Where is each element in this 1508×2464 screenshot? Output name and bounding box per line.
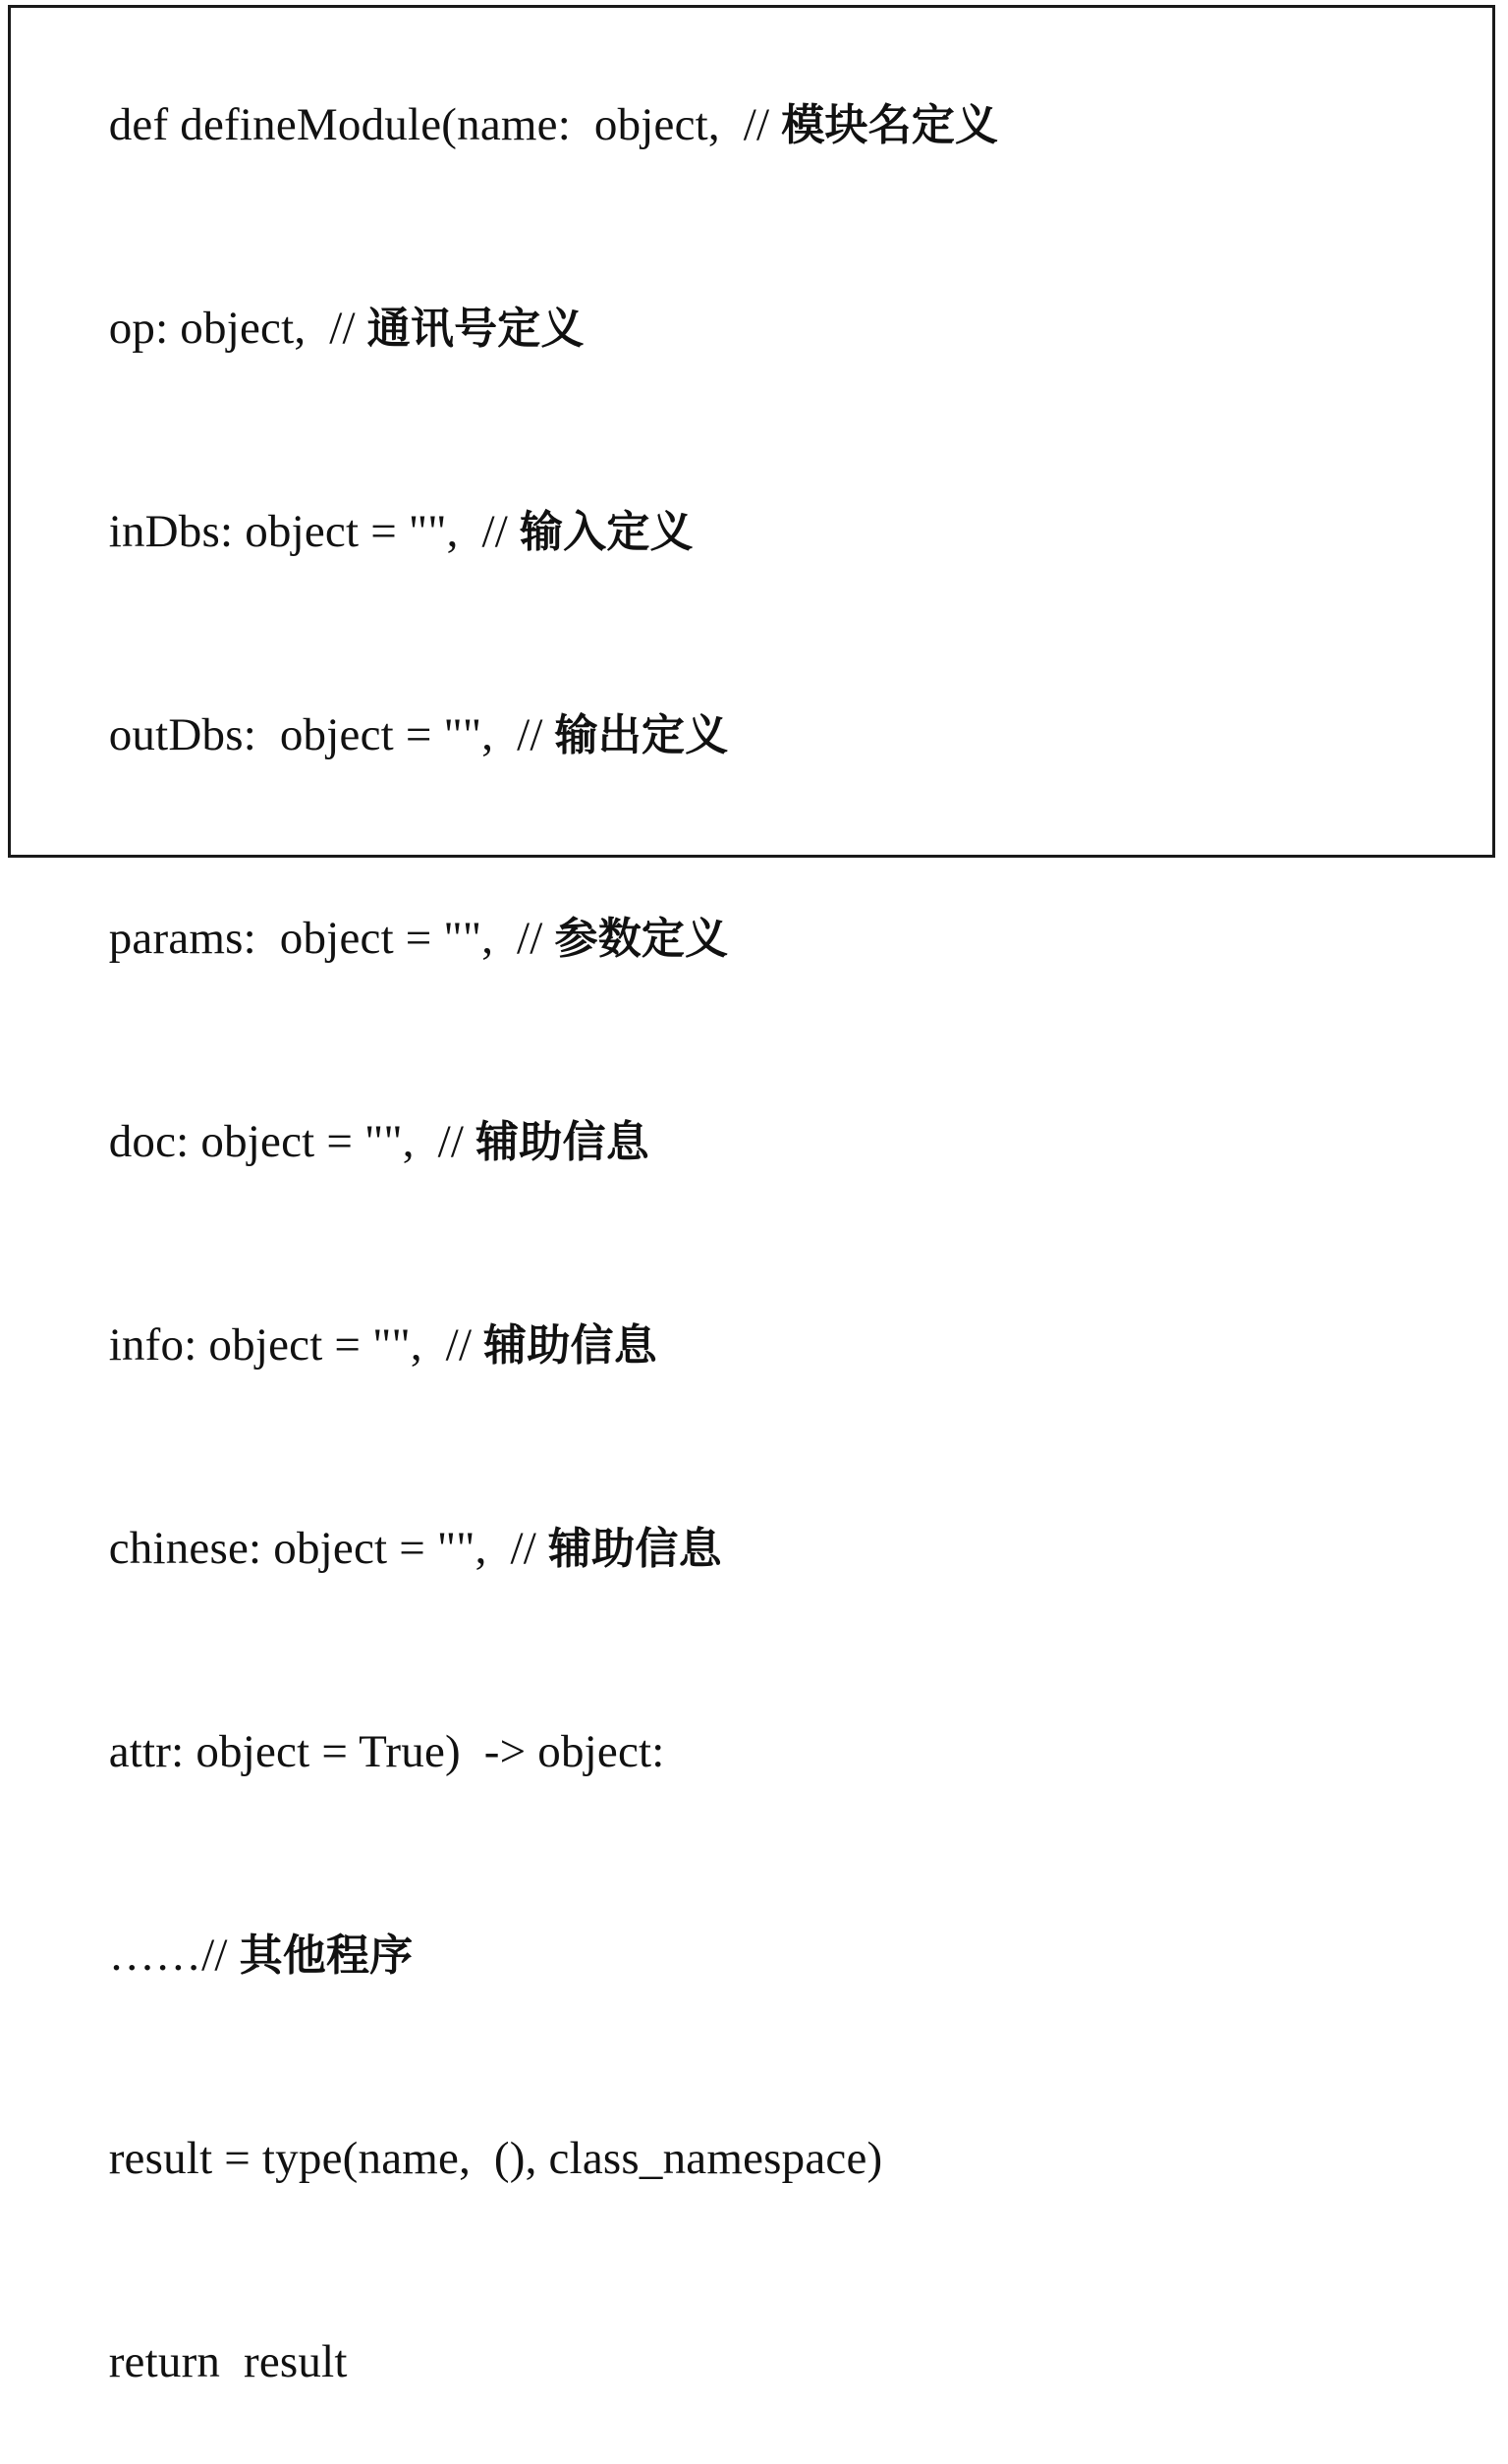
code-text: def defineModule(name: object, // (108, 99, 782, 150)
code-comment: 辅助信息 (483, 1320, 657, 1371)
code-line (38, 2057, 1492, 2261)
code-comment: 输入定义 (519, 507, 694, 557)
code-line (38, 2261, 1492, 2464)
code-line (38, 227, 1492, 430)
code-comment: 模块名定义 (781, 100, 999, 150)
code-text: info: object = "", // (108, 1319, 484, 1371)
code-listing-figure (8, 5, 1495, 2387)
code-line (38, 24, 1492, 227)
code-comment: 参数定义 (554, 914, 729, 964)
code-text: result = type(name, (), class_namespace) (108, 2133, 883, 2184)
code-text: params: object = "", // (108, 913, 555, 964)
code-comment: 辅助信息 (475, 1117, 649, 1167)
code-line (38, 1040, 1492, 1244)
code-comment: 输出定义 (554, 710, 729, 760)
code-line (38, 430, 1492, 634)
code-text: attr: object = True) -> object: (108, 1726, 665, 1777)
code-line (38, 1447, 1492, 1651)
code-line (38, 1244, 1492, 1447)
code-text: doc: object = "", // (108, 1116, 476, 1167)
code-text: chinese: object = "", // (108, 1523, 548, 1574)
code-comment: 辅助信息 (547, 1524, 722, 1574)
code-text: inDbs: object = "", // (108, 506, 520, 557)
code-line (38, 634, 1492, 837)
code-line (38, 1854, 1492, 2057)
code-text: ……// (108, 1930, 240, 1981)
code-block (11, 8, 1492, 2464)
code-text: return result (108, 2336, 348, 2387)
code-comment: 通讯号定义 (366, 304, 585, 354)
code-text: op: object, // (108, 303, 367, 354)
code-comment: 其他程序 (239, 1931, 414, 1981)
code-text: outDbs: object = "", // (108, 709, 555, 760)
code-line (38, 1651, 1492, 1854)
code-line (38, 837, 1492, 1040)
